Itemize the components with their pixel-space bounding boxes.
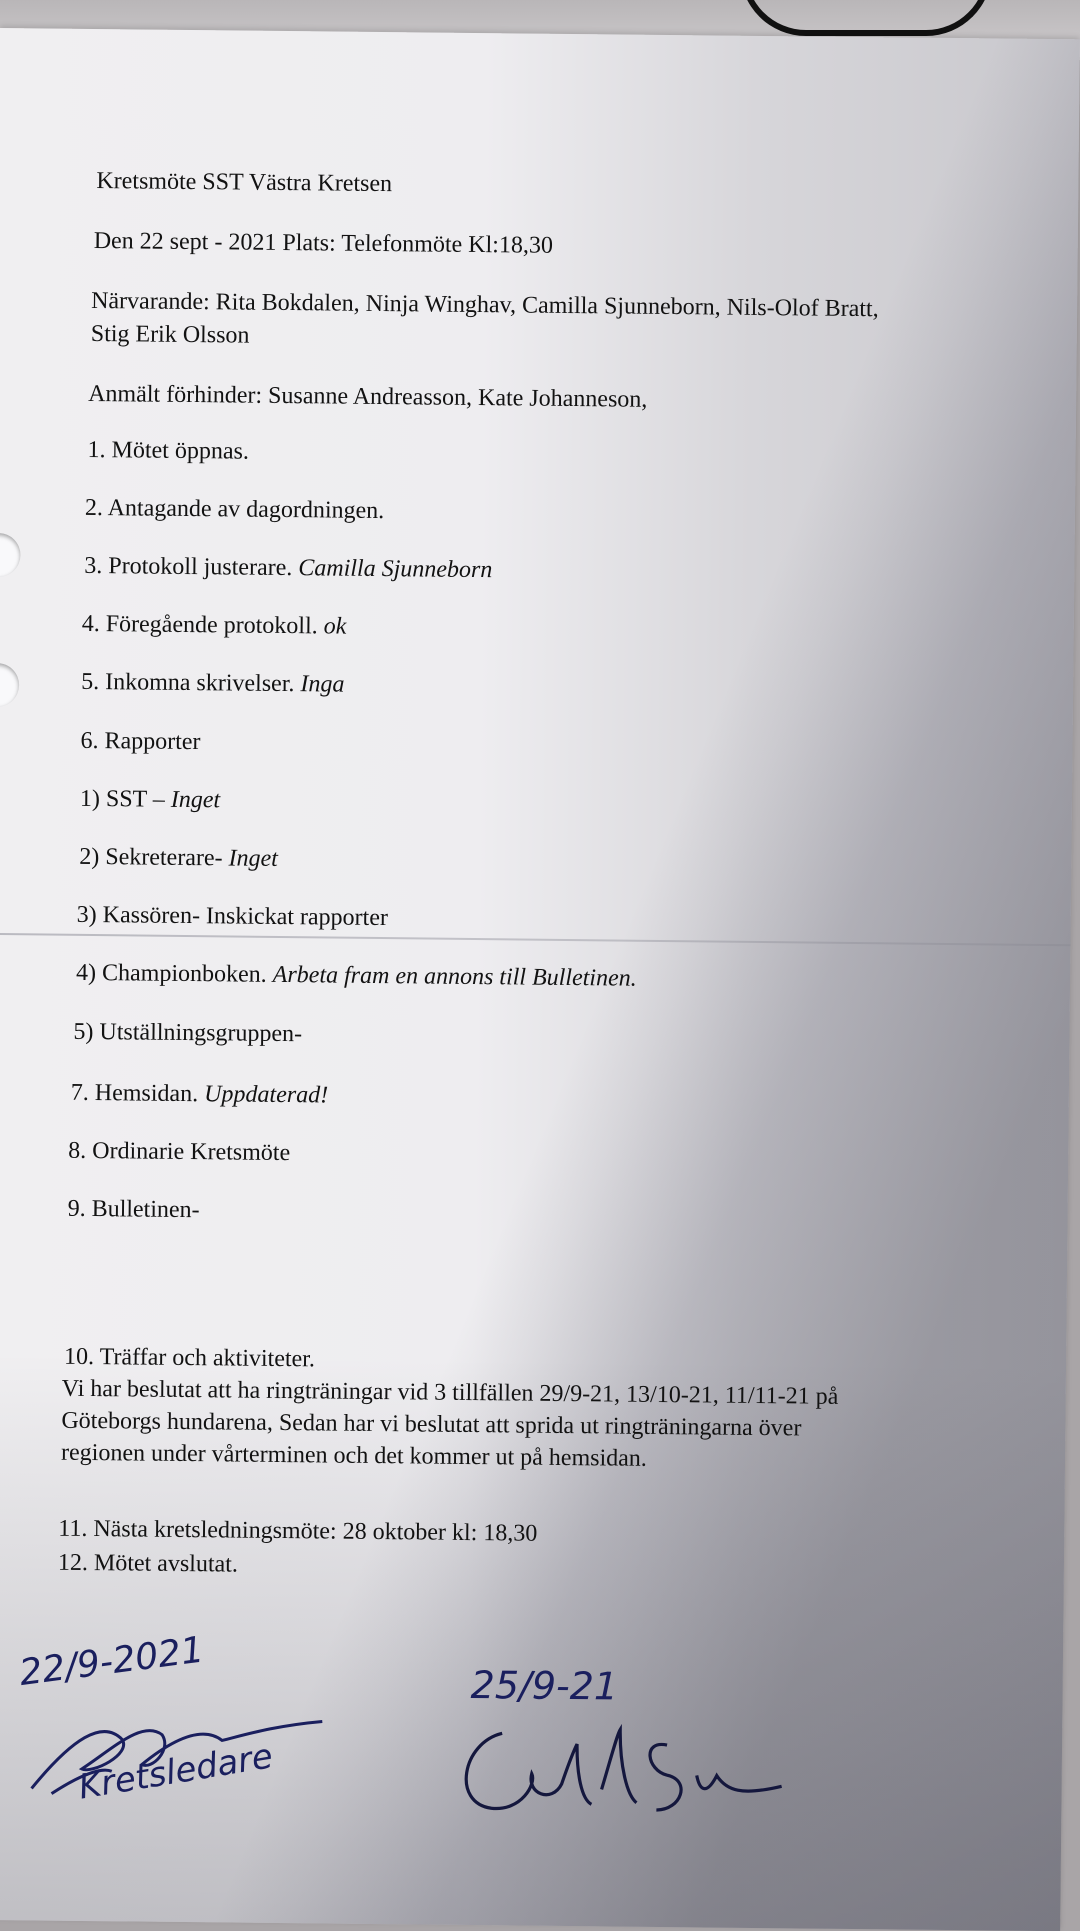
item-10-heading: 10. Träffar och aktiviteter. xyxy=(63,1343,316,1373)
agenda-item xyxy=(71,1078,329,1111)
agenda-item xyxy=(67,1194,199,1225)
item-10-text-line: Göteborgs hundarena, Sedan har vi beslutat att sprida ut ringträningarna över xyxy=(61,1407,802,1442)
document-title: Kretsmöte SST Västra Kretsen xyxy=(96,168,393,198)
item-11: 11. Nästa kretsledningsmöte: 28 oktober kl: 18,30 xyxy=(58,1515,538,1547)
agenda-item-label: 6. Rapporter xyxy=(80,727,201,756)
agenda-item xyxy=(80,726,200,757)
present-line-2: Stig Erik Olsson xyxy=(90,320,250,349)
agenda-item xyxy=(87,435,249,467)
date-line: Den 22 sept - 2021 Plats: Telefonmöte Kl:18,30 xyxy=(93,227,554,259)
agenda-item-note: Uppdaterad! xyxy=(204,1081,329,1109)
agenda-item-label: 2. Antagande av dagordningen. xyxy=(84,494,385,525)
agenda-item xyxy=(85,493,385,526)
agenda-item-note: Arbeta fram en annons till Bulletinen. xyxy=(272,961,637,992)
signature-date-right: 25/9-21 xyxy=(470,1663,619,1709)
agenda-item-note: Inget xyxy=(228,845,279,872)
agenda-item-label: 4. Föregående protokoll. xyxy=(81,610,318,640)
agenda-item xyxy=(80,784,221,815)
agenda-item xyxy=(81,667,345,700)
agenda-item-note: Camilla Sjunneborn xyxy=(298,555,493,584)
agenda-item-label: 1. Mötet öppnas. xyxy=(87,436,250,465)
agenda-item-label: 5) Utställningsgruppen- xyxy=(73,1018,303,1048)
agenda-item-label: 9. Bulletinen- xyxy=(67,1195,200,1224)
punch-hole xyxy=(0,663,19,707)
absent-line: Anmält förhinder: Susanne Andreasson, Kate Johanneson, xyxy=(88,380,648,413)
agenda-item-note: ok xyxy=(323,613,347,640)
signature-date-left: 22/9-2021 xyxy=(17,1629,207,1695)
agenda-item xyxy=(79,842,278,874)
agenda-item-label: 3. Protokoll justerare. xyxy=(84,552,293,582)
agenda-item xyxy=(77,900,389,933)
agenda-item-label: 8. Ordinarie Kretsmöte xyxy=(68,1137,291,1167)
agenda-item xyxy=(84,551,492,585)
present-line: Närvarande: Rita Bokdalen, Ninja Winghav, Camilla Sjunneborn, Nils-Olof Bratt, xyxy=(91,287,879,323)
agenda-item xyxy=(73,1017,302,1049)
paper-sheet xyxy=(0,28,1080,1931)
agenda-item-note: Inget xyxy=(170,786,221,814)
agenda-item-label: 1) SST – xyxy=(79,785,165,813)
agenda-item-label: 2) Sekreterare- xyxy=(79,843,223,872)
item-10-text-line: regionen under vårterminen och det kommer ut på hemsidan. xyxy=(60,1439,648,1472)
agenda-item-label: 7. Hemsidan. xyxy=(70,1079,199,1108)
agenda-item-label: 3) Kassören- Inskickat rapporter xyxy=(76,901,389,932)
item-10-text-line: Vi har beslutat att ha ringträningar vid 3 tillfällen 29/9-21, 13/10-21, 11/11-21 på xyxy=(61,1375,839,1410)
item-12: 12. Mötet avslutat. xyxy=(57,1549,239,1578)
fold-crease xyxy=(0,933,1070,946)
agenda-item-note: Inga xyxy=(300,671,345,698)
agenda-item xyxy=(76,958,637,994)
signature-role: Kretsledare xyxy=(75,1736,276,1808)
agenda-item xyxy=(82,609,347,642)
agenda-item xyxy=(68,1136,290,1168)
agenda-item-label: 4) Championboken. xyxy=(75,959,267,988)
punch-hole xyxy=(0,533,21,577)
agenda-item-label: 5. Inkomna skrivelser. xyxy=(81,668,295,698)
signature-right xyxy=(441,1713,802,1837)
